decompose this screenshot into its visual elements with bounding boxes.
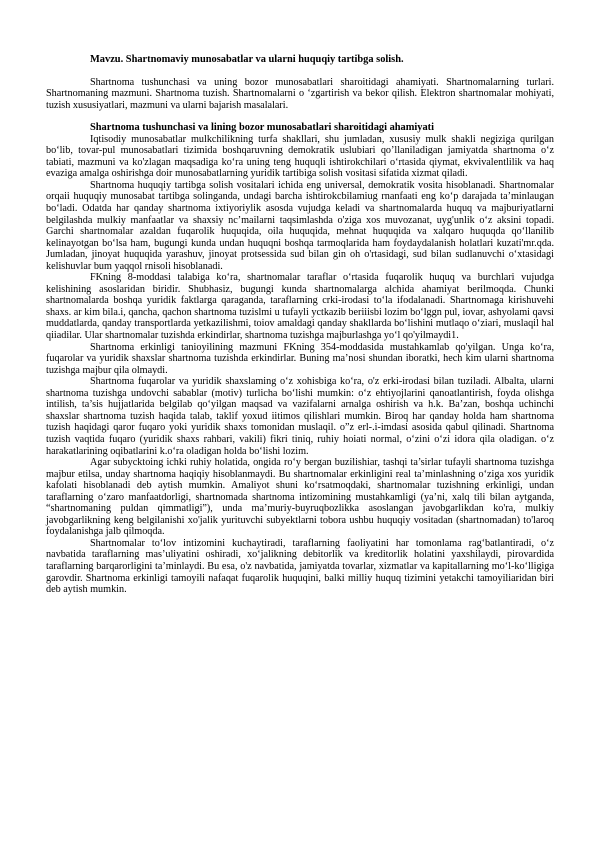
paragraph: Shartnoma huquqiy tartibga solish vositalari ichida eng universal, demokratik vosita hisoblanadi. Shartnomalar orqaii huquqiy munosabat tartibga solinganda, undagi barcha ishtirokcbilamiug rnanfaati eng ko‘p darajada ta’minlaugan bo‘ladi. Odatda har qanday shartnoma ixtiyoriylik asosda vujudga keladi va shartnomalarda huquq va majburiyatlarni belgilashda mulkiy manfaatlar va shaxsiy nc’mailarni taqsimlashda o'ziga xos muvozanat, uyg'unlik o‘z aksini topadi. Garchi shartnomalar azaldan fuqarolik huquqida, oila huquqida, mehnat huquqida va xalqaro huquqda qo‘llanilib kelinayotgan bo‘lsa ham, bugungi kunda undan huquqni boshqa tarmoqlarida ham foydaydalanish holatlari kuzati'mr.qda. Jumladan, jinoyat huquqida yarashuv, jinoyat protsessida sud bilan gin oh o'rtasidagi, sud bilan sudlanuvchi o‘xtasidagi kelishuvlar bum yaqqol rnisoli hisoblanadi. <box>46 179 554 272</box>
paragraph: Iqtisodiy munosabatlar mulkchilikning turfa shakllari, shu jumladan, xususiy mulk shakli negiziga qurilgan bo‘lib, tovar-pul munosabatlari tizimida boshqaruvning demokratik uslubiari qo’llaniladigan jamiyatda shartnoma o‘z tabiati, mazmuni va ko'zlagan maqsadiga ko‘ra uning teng huquqli ishtirokchilari o‘rtasida qiymat, ekvivalentlilik va haq evaziga amalga oshirishga doir munosabatlarning yuridik tartibiga solish vositasi sifatida xizmat qiladi. <box>46 133 554 180</box>
topic-outline: Shartnoma tushunchasi va uning bozor munosabatlari sharoitidagi ahamiyati. Shartnomalarning turlari. Shartnomaning mazmuni. Shartnoma tuzish. Shartnomalarni o ‘zgartirish va bekor qilish. Elektron shartnomalar mohiyati, tuzish xususiyatlari, mazmuni va ularni bajarish masalalari. <box>46 76 554 111</box>
paragraph: Shartnomalar to‘lov intizomini kuchaytiradi, taraflarning faoliyatini har tomonlama rag‘batlantiradi, o‘z navbatida taraflarning mas’uliyatini oshiradi, xo‘jalikning debitorlik va kreditorlik holatini yaxshilaydi, pirovardida taraflarning barqarorligini ta’minlaydi. Bu esa, o'z navbatida, jamiyatda tovarlar, xizmatlar va kapitallarning mo‘l-ko‘lligiga garovdir. Shartnoma erkinligi tamoyili nafaqat fuqarolik huquqini, balki milliy huquq tizimini yetakchi tamoyiliaridan biri deb aytish mumkin. <box>46 537 554 596</box>
section-heading: Shartnoma tushunchasi va lining bozor munosabatlari sharoitidagi ahamiyati <box>90 122 435 134</box>
paragraph: Shartnoma fuqarolar va yuridik shaxslaming o‘z xohisbiga ko‘ra, o'z erki-irodasi bilan tuziladi. Albalta, ularni shartnoma tuzishga undovchi sabablar (motiv) turlicha bo‘lishi mumkin: o‘z ehtiyojlarini qanoatlantirish, foyda olishga intilish, ta’sis hujjatlarida belgilab qo‘yilgan maqsad va vazifalarni arnalga oshirish va h.k. Ba’zan, boshqa uchinchi shaxslar shartnoma tuzish haqida talab, taklif yoxud iitimos qilishlari mumkin. Biroq har qanday holda ham shartnoma tuzish haqidagi qaror fuqaro yoki yuridik shaxs tomonidan muslaqil. o”z erl-.i-imdasi asosida qabul qilinadi. Shartnoma tuzish vaqtida fuqaro (yuridik shaxs rahbari, vakili) fikri tiniq, ruhiy hoiati normal, o‘zini o‘zi idora qila oladigan. o‘z harakatlarining oqibatlarini k.o‘ra oladigan holda bo‘lishi lozim. <box>46 376 554 457</box>
paragraph: Agar subycktoing ichki ruhiy holatida, ongida ro‘y bergan buzilishiar, tashqi ta’sirlar tufayli shartnoma tuzishga majbur etilsa, unday shartnoma haqiqiy hisoblanmaydi. Bu shartnomalar erkinligini real ta’minlashning o‘ziga xos yuridik kafolati hisoblanadi deb aytish mumkin. Amaliyot shuni ko‘rsatmoqdaki, shartnomalar tuzishning erkinligi, undan taraflarning o‘zaro manfaatdorligi, shartnomada shartnoma intizomining mustahkamligi (ya’ni, xalq tili bilan aytganda, “shartnomaning puldan qimmatligi”), unda ma’muriy-buyruqbozlikka asoslangan javobgarlikdan ko'ra, mulkiy javobgarlikning keng belgilanishi xo'jalik yurituvchi subyektlarni tobora ushbu huquqiy vositadan (shartnomadan) to'laroq foydalanishga jalb qilmoqda. <box>46 457 554 538</box>
paragraph: FKning 8-moddasi talabiga ko‘ra, shartnomalar taraflar o‘rtasida fuqarolik huquq va burchlari vujudga kelishining asoslaridan biridir. Shubhasiz, bugungi kunda shartnomalarga alchida ahamiyat berilmoqda. Chunki shartnomalarda boshqa yuridik faktlarga qaraganda, taraflarning crki-irodasi to‘la ifodalanadi. Shartnomaga kirishuvehi shaxs. ar kim bila.i, qancha, qachon shartnoma tuzislmi u tufayli yctkazib beriiisbi lozim bo‘lggn pul, iovar, ashyolami qavsi muddatlarda, qanday transportlarda yetkazilishmi, toiov amaldagi qanday shakllarda bo‘lishini mutlaqo o‘ziari, muslaqil hal qiiadilar. Ular shartnomalar tuzishda erkindirlar, shartnoma tuzishga majburlashga yo‘l qo'yilmaydi1. <box>46 272 555 342</box>
paragraph: Shartnoma erkinligi tanioyilining mazmuni FKning 354-moddasida mustahkamlab qo'yilgan. Unga ko‘ra, fuqarolar va yuridik shaxslar shartnoma tuzishda erkindirlar. Buning ma’nosi shundan iboratki, hech kim ularni shartnoma tuzishga majbur qila olmaydi. <box>46 341 554 376</box>
document-page <box>46 54 554 596</box>
document-title: Mavzu. Shartnomaviy munosabatlar va ularni huquqiy tartibga solish. <box>90 54 404 65</box>
